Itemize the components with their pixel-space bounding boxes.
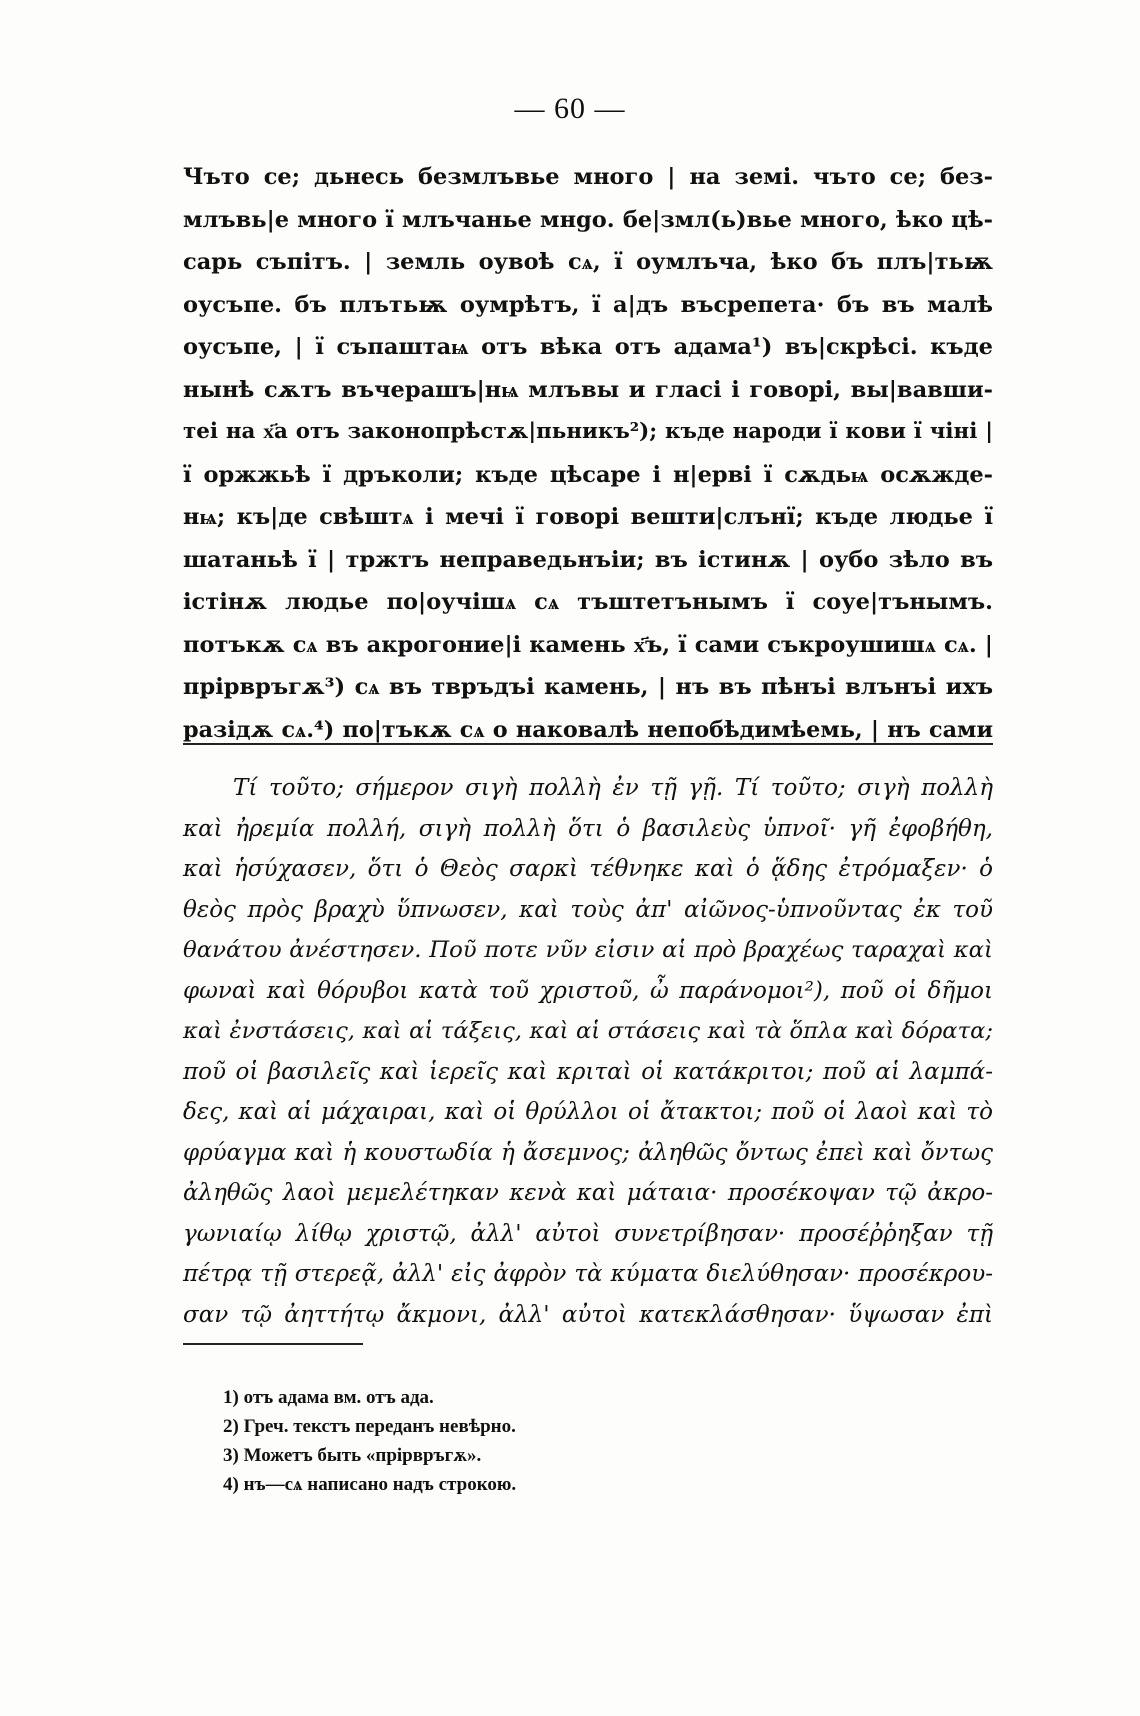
footnote-divider [183, 1343, 363, 1345]
greek-line: πέτρᾳ τῇ στερεᾷ, ἀλλ' εἰς ἀφρὸν τὰ κύματα διελύθησαν· προσέκρου- [183, 1261, 993, 1287]
greek-line: φρύαγμα καὶ ἡ κουστωδία ἡ ἄσεμνος; ἀληθῶς ὄντως ἐπεὶ καὶ ὄντως [183, 1139, 993, 1166]
greek-line: φωναὶ καὶ θόρυβοι κατὰ τοῦ χριστοῦ, ὦ παράνομοι²), ποῦ οἱ δῆμοι [183, 977, 993, 1004]
slavonic-line: теі на х҃а отъ законопрѣстѫ|пьникъ²); къде народи ї кови ї чіні | [183, 419, 993, 444]
greek-line: θανάτου ἀνέστησεν. Ποῦ ποτε νῦν εἰσιν αἱ πρὸ βραχέως ταραχαὶ καὶ [183, 937, 993, 963]
footnote: 4) нъ—сѧ написано надъ строкою. [223, 1474, 517, 1495]
slavonic-line: потъкѫ сѧ въ акрогоние|і камень х҃ъ, ї сами съкроушишѧ сѧ. | [183, 631, 993, 658]
slavonic-line: прірвръгѫ³) сѧ въ твръдъі камень, | нъ въ пѣнъі влънъі ихъ [183, 674, 993, 700]
footnotes [223, 1383, 823, 1499]
slavonic-line: шатаньѣ ї | тржтъ неправедьнъіи; въ істинѫ | оубо зѣло въ [183, 546, 993, 573]
greek-text-block [183, 768, 993, 1335]
slavonic-text-block [183, 156, 993, 751]
greek-line: θεὸς πρὸς βραχὺ ὕπνωσεν, καὶ τοὺς ἀπ' αἰῶνος-ὑπνοῦντας ἐκ τοῦ [183, 896, 993, 923]
slavonic-line: сарь съпітъ. | земль оувоѣ сѧ, ї оумлъча, ѣко бъ плъ|тьѭ [183, 249, 993, 275]
section-divider [183, 743, 993, 745]
footnote: 2) Греч. текстъ переданъ невѣрно. [223, 1416, 516, 1437]
slavonic-line: оусъпе. бъ плътьѭ оумрѣтъ, ї а|дъ въсрепета· бъ въ малѣ [183, 291, 993, 318]
slavonic-line: істінѫ людье по|оучішѧ сѧ тъштетънымъ ї соуе|тънымъ. [183, 589, 993, 615]
page-number: — 60 — [514, 92, 626, 125]
greek-line: καὶ ἡσύχασεν, ὅτι ὁ Θεὸς σαρκὶ τέθνηκε καὶ ὁ ᾅδης ἐτρόμαξεν· ὁ [183, 856, 993, 882]
footnote: 3) Можетъ быть «прірвръгѫ». [223, 1445, 482, 1466]
greek-line: Τί τοῦτο; σήμερον σιγὴ πολλὴ ἐν τῇ γῇ. Τί τοῦτο; σιγὴ πολλὴ [233, 775, 993, 801]
slavonic-line: нѩ; къ|де свѣштѧ і мечі ї говорі вешти|слънї; къде людье ї [183, 504, 993, 530]
footnote: 1) отъ адама вм. отъ ада. [223, 1387, 434, 1408]
slavonic-line: разідѫ сѧ.⁴) по|тъкѫ сѧ о наковалѣ непобѣдимѣемь, | нъ сами [183, 716, 993, 743]
greek-line: σαν τῷ ἀηττήτῳ ἄκμονι, ἀλλ' αὐτοὶ κατεκλάσθησαν· ὕψωσαν ἐπὶ [183, 1301, 993, 1328]
slavonic-line: ї оржжьѣ ї дръколи; къде цѣсаре і н|ерві ї сѫдьѩ осѫжде- [183, 461, 993, 488]
slavonic-line: нынѣ сѫтъ въчерашъ|нѩ млъвы и гласі і говорі, вы|вавши- [183, 376, 993, 403]
greek-line: ἀληθῶς λαοὶ μεμελέτηκαν κενὰ καὶ μάταια· προσέκοψαν τῷ ἀκρο- [183, 1180, 993, 1206]
slavonic-line: Чъто се; дьнесь безмлъвье много | на земі. чъто се; без- [183, 164, 993, 190]
slavonic-line: млъвь|е много ї млъчанье мнgо. бе|змл(ь)вье много, ѣко цѣ- [183, 206, 993, 233]
greek-line: δες, καὶ αἱ μάχαιραι, καὶ οἱ θρύλλοι οἱ ἄτακτοι; ποῦ οἱ λαοὶ καὶ τὸ [183, 1099, 993, 1125]
greek-line: καὶ ἐνστάσεις, καὶ αἱ τάξεις, καὶ αἱ στάσεις καὶ τὰ ὅπλα καὶ δόρατα; [183, 1018, 993, 1044]
greek-line: γωνιαίῳ λίθῳ χριστῷ, ἀλλ' αὐτοὶ συνετρίβησαν· προσέῤῥηξαν τῇ [183, 1220, 993, 1247]
greek-line: ποῦ οἱ βασιλεῖς καὶ ἱερεῖς καὶ κριταὶ οἱ κατάκριτοι; ποῦ αἱ λαμπά- [183, 1058, 993, 1085]
slavonic-line: оусъпе, | ї съпаштаѩ отъ вѣка отъ адама¹) въ|скрѣсі. къде [183, 334, 993, 360]
greek-line: καὶ ἠρεμία πολλή, σιγὴ πολλὴ ὅτι ὁ βασιλεὺς ὑπνοῖ· γῆ ἐφοβήθη, [183, 815, 993, 842]
